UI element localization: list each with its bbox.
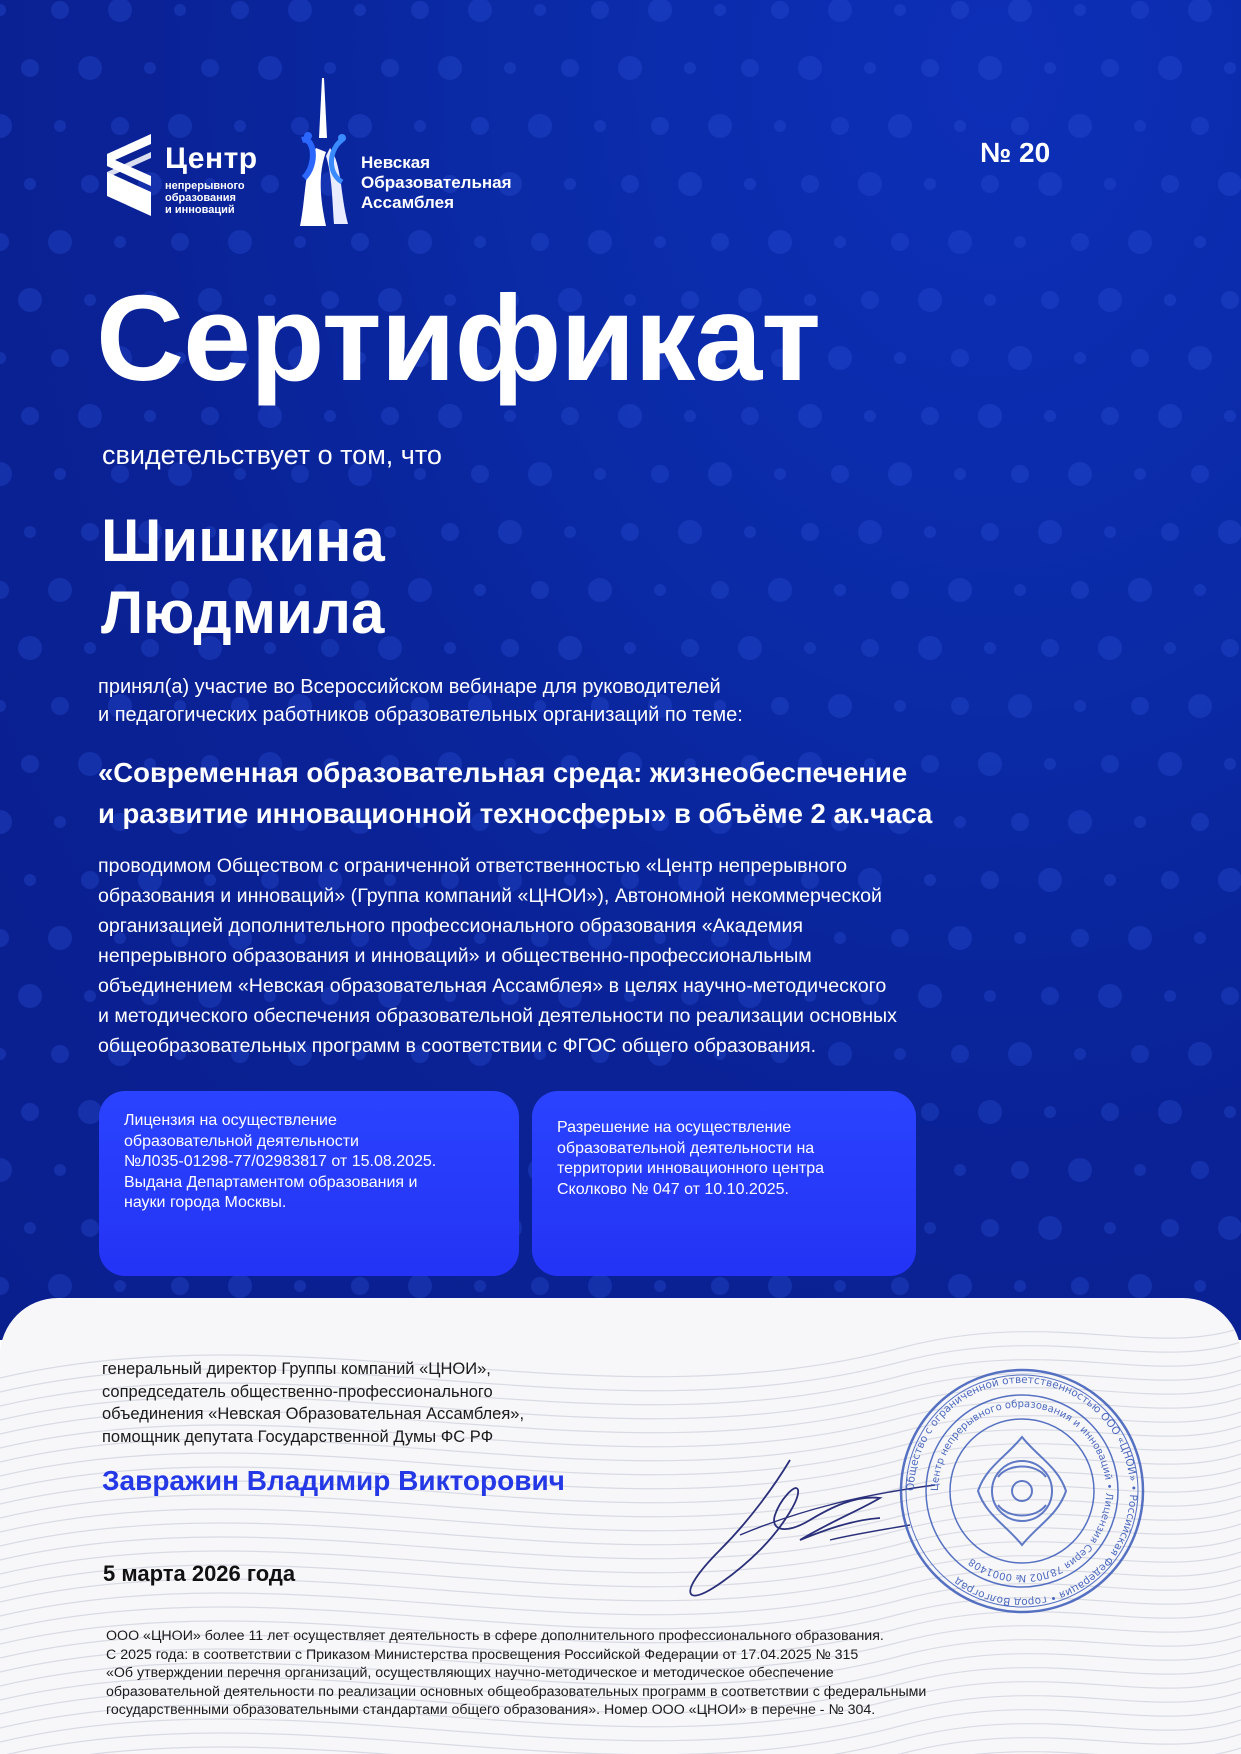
assembly-logo [296,78,556,228]
stamp-emblem [978,1437,1066,1545]
signatory-position: генеральный директор Группы компаний «ЦНОИ», сопредседатель общественно-профессионального объединения «Невская Образовательная Ассамблея», помощник депутата Государственной Думы ФС РФ [102,1360,525,1446]
book-icon [103,132,159,226]
center-logo-title: Центр [165,142,258,175]
organizers-paragraph: проводимом Обществом с ограниченной ответственностью «Центр непрерывного образования и инноваций» (Группа компаний «ЦНОИ»), Автономной некоммерческой организацией дополнительного профессионального образования «Академия непрерывного образования и инноваций» и общественно-профессиональным объединением «Невская образовательная Ассамблея» в целях научно-методического и методического обеспечения образовательной деятельности по реализации основных общеобразовательных программ в соответствии с ФГОС общего образования. [98,855,897,1057]
assembly-logo-text: Невская Образовательная Ассамблея [361,153,512,212]
center-logo [103,132,278,226]
footer-note: ООО «ЦНОИ» более 11 лет осуществляет деятельность в сфере дополнительного профессионального образования. С 2025 года: в соответствии с Приказом Министерства просвещения Российской Федерации от 17.04.2025 № 315 «Об утверждении перечня организаций, осуществляющих научно-методическое и методическое обеспечение образовательной деятельности по реализации основных общеобразовательных программ в соответствии с федеральными государственными образовательными стандартами общего образования». Номер ООО «ЦНОИ» в перечне - № 304. [106,1628,927,1718]
official-stamp [898,1367,1146,1615]
center-logo-subtitle: непрерывного образования и инноваций [165,180,245,216]
spire-icon [296,78,360,228]
webinar-topic: «Современная образовательная среда: жизнеобеспечение и развитие инновационной техносферы» в объёме 2 ак.часа [98,757,933,829]
stamp-inner-text: Центр непрерывного образования и инноваций • Лицензия Серия 78Л02 № 0001408 [929,1398,1115,1584]
permit-card [532,1091,916,1276]
issue-date: 5 марта 2026 года [103,1561,296,1586]
stamp-outer-text: Общество с ограниченной ответственностью ООО «ЦНОИ» • Российская Федерация • город Волгоград [904,1373,1140,1609]
recipient-name: Шишкина Людмила [101,507,385,646]
license-card [99,1091,519,1276]
permit-text: Разрешение на осуществление образовательной деятельности на территории инновационного центра Сколково № 047 от 10.10.2025. [557,1119,825,1198]
certificate-number: № 20 [980,137,1051,168]
witness-line: свидетельствует о том, что [102,440,442,470]
license-text: Лицензия на осуществление образовательной деятельности №Л035-01298-77/02983817 от 15.08.2025. Выдана Департаментом образования и науки города Москвы. [124,1112,437,1211]
signatory-name: Завражин Владимир Викторович [102,1465,565,1496]
certificate-title: Сертификат [96,270,821,406]
participation-intro: принял(а) участие во Всероссийском вебинаре для руководителей и педагогических работников образовательных организаций по теме: [98,676,743,726]
